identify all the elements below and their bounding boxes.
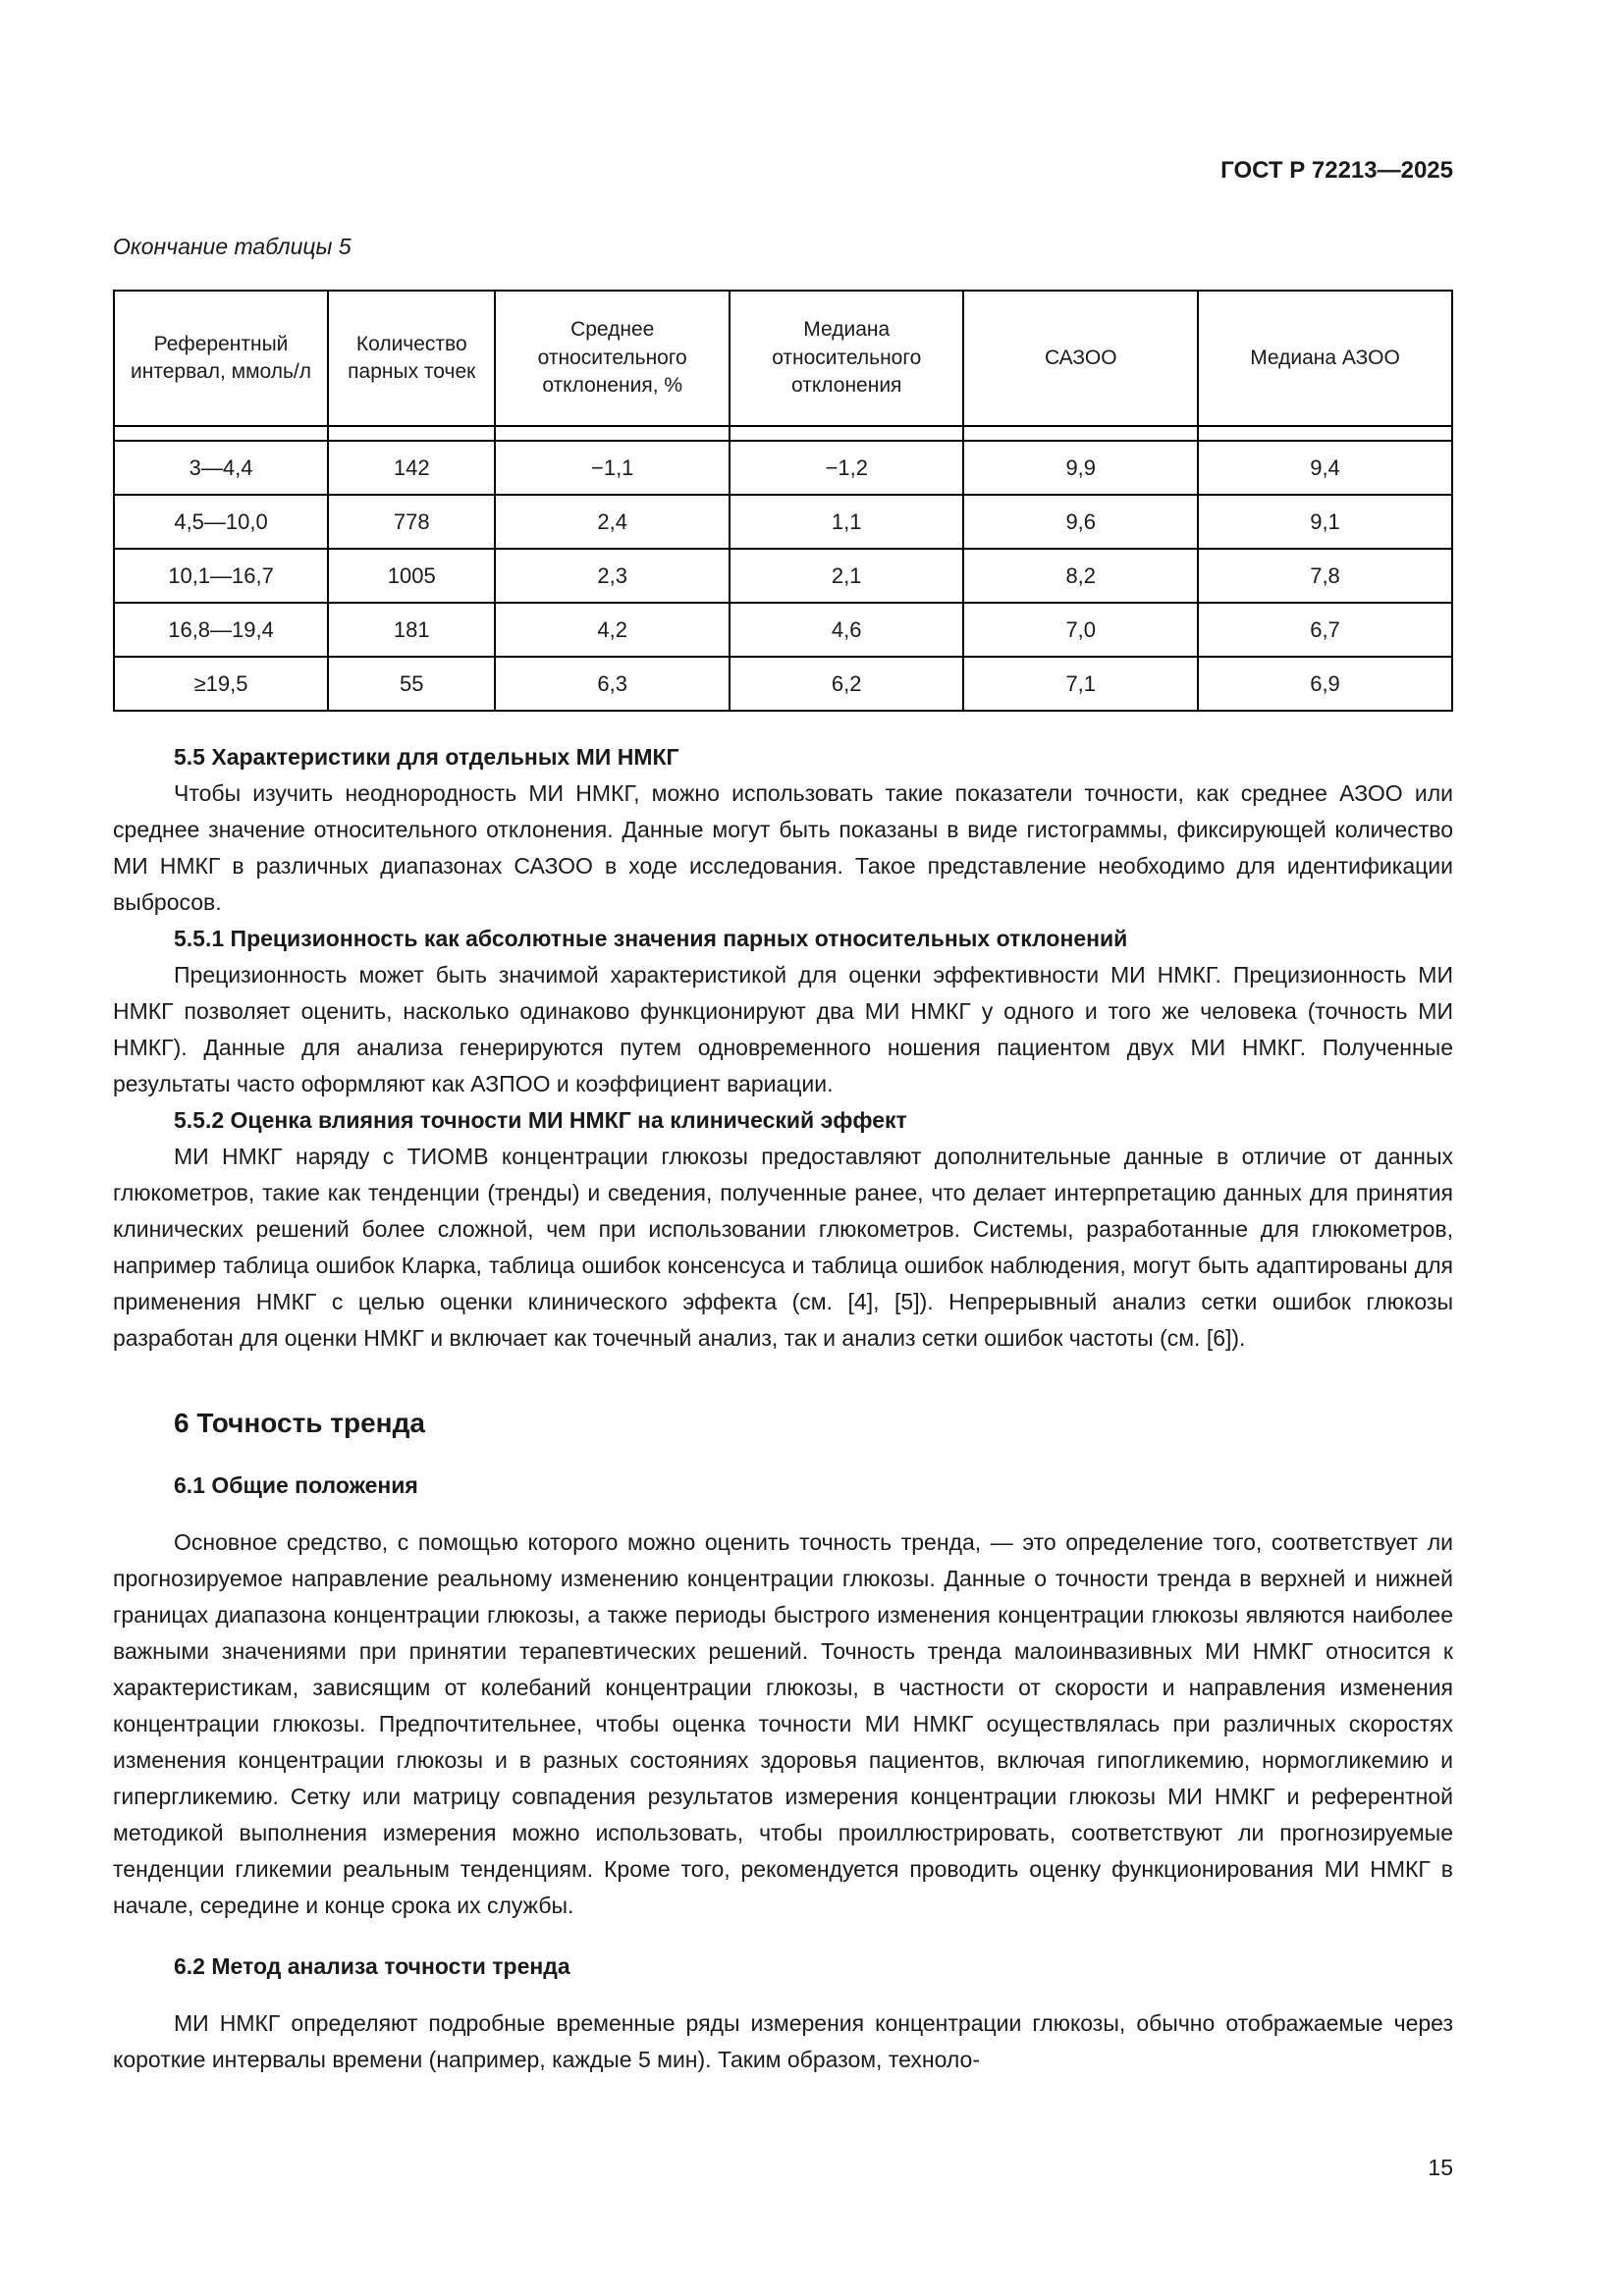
table-cell: 181 (328, 603, 495, 657)
table-cell: 6,7 (1198, 603, 1452, 657)
table-header-cell: Референтный интервал, ммоль/л (114, 291, 328, 426)
section-heading-6-2: 6.2 Метод анализа точности тренда (174, 1953, 570, 1979)
table-header-row (114, 291, 1452, 426)
table-header-cell: Медиана АЗОО (1198, 291, 1452, 426)
table-cell: 7,0 (963, 603, 1198, 657)
table-cell: 2,3 (495, 549, 730, 603)
table-cell: 1,1 (730, 495, 964, 549)
table-cell: 6,9 (1198, 657, 1452, 711)
table-header-cell: САЗОО (963, 291, 1198, 426)
table-cell: 778 (328, 495, 495, 549)
table-spacer-cell (114, 426, 328, 441)
table-spacer-cell (1198, 426, 1452, 441)
table-cell: 4,2 (495, 603, 730, 657)
table-header-cell: Медиана относительного отклонения (730, 291, 964, 426)
results-table (113, 290, 1453, 712)
table-cell: 9,1 (1198, 495, 1452, 549)
table-cell: −1,2 (730, 441, 964, 495)
doc-header: ГОСТ Р 72213—2025 (1220, 157, 1453, 184)
table-row (114, 549, 1452, 603)
section-heading-5-5-2: 5.5.2 Оценка влияния точности МИ НМКГ на клинический эффект (174, 1107, 907, 1133)
table-cell: 7,8 (1198, 549, 1452, 603)
table-spacer-cell (328, 426, 495, 441)
table-row (114, 441, 1452, 495)
paragraph-5-5-1: Прецизионность может быть значимой характеристикой для оценки эффективности МИ НМКГ. Прецизионность МИ НМКГ позволяет оценить, насколько одинаково функционируют два МИ НМКГ у одного и того же человека (точность МИ НМКГ). Данные для анализа генерируются путем одновременного ношения пациентом двух МИ НМКГ. Полученные результаты часто оформляют как АЗПОО и коэффициент вариации. (113, 962, 1453, 1096)
table-row (114, 495, 1452, 549)
chapter-heading-6: 6 Точность тренда (174, 1408, 425, 1438)
table-cell: 7,1 (963, 657, 1198, 711)
paragraph-5-5-2: МИ НМКГ наряду с ТИОМВ концентрации глюкозы предоставляют дополнительные данные в отличие от данных глюкометров, такие как тенденции (тренды) и сведения, полученные ранее, что делает интерпретацию данных для принятия клинических решений более сложной, чем при использовании глюкометров. Системы, разработанные для глюкометров, например таблица ошибок Кларка, таблица ошибок консенсуса и таблица ошибок наблюдения, могут быть адаптированы для применения НМКГ с целью оценки клинического эффекта (см. [4], [5]). Непрерывный анализ сетки ошибок глюкозы разработан для оценки НМКГ и включает как точечный анализ, так и анализ сетки ошибок частоты (см. [6]). (113, 1144, 1453, 1351)
table-cell: 9,6 (963, 495, 1198, 549)
table-cell: −1,1 (495, 441, 730, 495)
table-cell: 16,8—19,4 (114, 603, 328, 657)
section-heading-5-5-1: 5.5.1 Прецизионность как абсолютные значения парных относительных отклонений (174, 926, 1128, 951)
table-cell: 10,1—16,7 (114, 549, 328, 603)
table-row (114, 657, 1452, 711)
table-header-cell: Количество парных точек (328, 291, 495, 426)
section-heading-6-1: 6.1 Общие положения (174, 1472, 418, 1498)
table-spacer-row (114, 426, 1452, 441)
paragraph-5-5: Чтобы изучить неоднородность МИ НМКГ, можно использовать такие показатели точности, как среднее АЗОО или среднее значение относительного отклонения. Данные могут быть показаны в виде гистограммы, фиксирующей количество МИ НМКГ в различных диапазонах САЗОО в ходе исследования. Такое представление необходимо для идентификации выбросов. (113, 780, 1453, 915)
table-cell: 4,6 (730, 603, 964, 657)
table-cell: 9,4 (1198, 441, 1452, 495)
table-cell: 8,2 (963, 549, 1198, 603)
table-spacer-cell (495, 426, 730, 441)
section-heading-5-5: 5.5 Характеристики для отдельных МИ НМКГ (174, 744, 679, 770)
page-number: 15 (1428, 2155, 1453, 2180)
table-cell: 6,2 (730, 657, 964, 711)
table-caption: Окончание таблицы 5 (113, 234, 352, 259)
table-cell: 4,5—10,0 (114, 495, 328, 549)
table-cell: ≥19,5 (114, 657, 328, 711)
table-cell: 6,3 (495, 657, 730, 711)
table-header-cell: Среднее относительного отклонения, % (495, 291, 730, 426)
table-spacer-cell (963, 426, 1198, 441)
table-cell: 55 (328, 657, 495, 711)
paragraph-6-1: Основное средство, с помощью которого можно оценить точность тренда, — это определение того, соответствует ли прогнозируемое направление реальному изменению концентрации глюкозы. Данные о точности тренда в верхней и нижней границах диапазона концентрации глюкозы, а также периоды быстрого изменения концентрации глюкозы являются наиболее важными значениями при принятии терапевтических решений. Точность тренда малоинвазивных МИ НМКГ относится к характеристикам, зависящим от колебаний концентрации глюкозы, в частности от скорости и направления изменения концентрации глюкозы. Предпочтительнее, чтобы оценка точности МИ НМКГ осуществлялась при различных скоростях изменения концентрации глюкозы и в разных состояниях здоровья пациентов, включая гипогликемию, нормогликемию и гипергликемию. Сетку или матрицу совпадения результатов измерения концентрации глюкозы МИ НМКГ и референтной методикой выполнения измерения можно использовать, чтобы проиллюстрировать, соответствуют ли прогнозируемые тенденции гликемии реальным тенденциям. Кроме того, рекомендуется проводить оценку функционирования МИ НМКГ в начале, середине и конце срока их службы. (113, 1529, 1453, 1918)
table-cell: 142 (328, 441, 495, 495)
paragraph-6-2: МИ НМКГ определяют подробные временные ряды измерения концентрации глюкозы, обычно отображаемые через короткие интервалы времени (например, каждые 5 мин). Таким образом, техноло- (113, 2010, 1453, 2072)
table-row (114, 603, 1452, 657)
table-spacer-cell (730, 426, 964, 441)
table-cell: 9,9 (963, 441, 1198, 495)
table-cell: 1005 (328, 549, 495, 603)
table-cell: 2,4 (495, 495, 730, 549)
table-cell: 3—4,4 (114, 441, 328, 495)
table-cell: 2,1 (730, 549, 964, 603)
